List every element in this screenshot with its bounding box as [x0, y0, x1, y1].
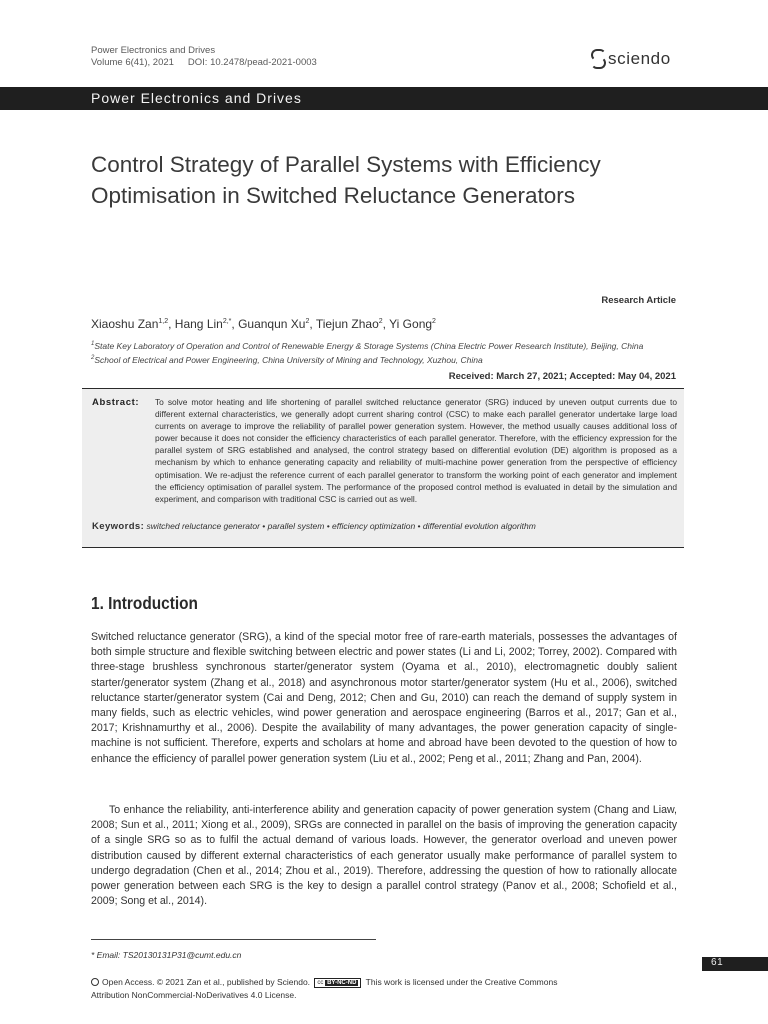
- author[interactable]: Guanqun Xu$^2$: [238, 317, 310, 331]
- logo-text: sciendo: [608, 49, 671, 68]
- abstract-text: To solve motor heating and life shortening of parallel switched reluctance generator (SRG) induced by uneven output currents due to different external characteristics, we generally adopt current sharing control (CSC) to make each parallel generator undertake large load currents on average to improve the reliability of parallel power generation system. However, the method usually causes additional loss of power because it does not consider the efficiency characteristics of each parallel generator. Therefore, with the efficiency expression for the parallel system of SRG established and analysed, the control strategy based on differential evolution (DE) algorithm is proposed as a mechanism by which to enhance generating capacity and reliability of multi-machine power generation from the perspective of efficiency optimisation. We re-adjust the reference current of each parallel generator to transform the working point of each generator and implement the efficiency optimisation of parallel system. The performance of the proposed control method is evaluated in detail by the simulation and experiment, and comparison with traditional CSC is carried out as well.: [155, 397, 677, 504]
- section-heading: 1. Introduction: [91, 593, 198, 613]
- author[interactable]: Xiaoshu Zan$^{1,2}$: [91, 317, 169, 331]
- cc-license-badge[interactable]: cc BY-NC-ND: [314, 978, 361, 988]
- page-number-box: [702, 957, 768, 971]
- journal-volume: Volume 6(41), 2021: [91, 57, 174, 68]
- license-prefix: Open Access. © 2021 Zan et al., published by Sciendo.: [102, 977, 311, 987]
- license-suffix: This work is licensed under the Creative Commons Attribution NonCommercial-NoDerivatives 4.0 License.: [91, 977, 558, 1000]
- journal-meta: [91, 45, 317, 69]
- author-list: Xiaoshu Zan$^{1,2}$, Hang Lin$^{2,*}$, Guanqun Xu$^2$, Tiejun Zhao$^2$, Yi Gong$^2$: [91, 317, 436, 331]
- sciendo-logo-icon: [590, 49, 604, 69]
- body-paragraph: Switched reluctance generator (SRG), a kind of the special motor free of rare-earth materials, possesses the advantages of both simple structure and flexible switching between electric and power states (Li and Li, 2002; Torrey, 2002). Compared with three-stage brushless synchronous starter/generator system (Oyama et al., 2010), electromagnetic doubly salient starter/generator system (Zhang et al., 2018) and asynchronous motor starter/generator system (Hu et al., 2006), switched reluctance starter/generator system (Cai and Deng, 2012; Chen and Gu, 2010) can reach the demand of supply system in many fields, such as electric vehicles, wind power generation and aerospace engineering (Barros et al., 2017; Gan et al., 2017; Krishnamurthy et al., 2006). Despite the availability of many advantages, the power generation capacity of single-machine is not sufficient. Therefore, experts and scholars at home and abroad have been devoted to the question of how to enhance the efficiency of parallel power generation system (Liu et al., 2002; Peng et al., 2011; Zhang and Pan, 2004).: [91, 631, 677, 765]
- abstract-box: [82, 388, 684, 548]
- author[interactable]: Yi Gong$^2$: [389, 317, 436, 331]
- article-title: Control Strategy of Parallel Systems with Efficiency Optimisation in Switched Reluctance Generators: [91, 152, 601, 208]
- doi-link[interactable]: DOI: 10.2478/pead-2021-0003: [187, 57, 317, 68]
- affiliation: $^1$State Key Laboratory of Operation and Control of Renewable Energy & Storage Systems (China Electric Power Research Institute), Beijing, China: [91, 340, 644, 351]
- page-number: 61: [711, 957, 724, 968]
- author[interactable]: Tiejun Zhao$^2$: [315, 317, 383, 331]
- keywords-label: Keywords:: [92, 521, 145, 532]
- footnote-rule: [91, 939, 376, 940]
- affiliations: [91, 338, 643, 366]
- received-dates: Received: March 27, 2021; Accepted: May 04, 2021: [448, 371, 676, 382]
- journal-name: Power Electronics and Drives: [91, 45, 216, 56]
- article-type: Research Article: [601, 295, 676, 306]
- body-paragraph: To enhance the reliability, anti-interference ability and generation capacity of power generation system (Chang and Liaw, 2008; Sun et al., 2011; Xiong et al., 2009), SRGs are connected in parallel on the basis of improving the generation capacity of a single SRG so as to fulfil the actual demand of various loads. However, the generator overload and uneven power distribution caused by different external characteristics of each generator usually make performance of parallel system to undergo degradation (Chen et al., 2014; Zhou et al., 2019). Therefore, addressing the question of how to rationally allocate power generation between each SRG is the key to design a parallel control strategy (Panov et al., 2008; Schofield et al., 2009; Song et al., 2014).: [91, 804, 677, 908]
- keywords: [92, 521, 536, 532]
- keywords-list: switched reluctance generator • parallel system • efficiency optimization • differential evolution algorithm: [146, 521, 536, 531]
- journal-banner-text: Power Electronics and Drives: [91, 90, 302, 106]
- open-access-icon: [91, 978, 99, 986]
- abstract-label: Abstract:: [92, 397, 140, 408]
- affiliation: $^2$School of Electrical and Power Engineering, China University of Mining and Technology, Xuzhou, China: [91, 354, 483, 365]
- sciendo-logo[interactable]: [590, 49, 671, 69]
- license-notice: [91, 976, 561, 1002]
- footnote-email[interactable]: * Email: TS20130131P31@cumt.edu.cn: [91, 950, 242, 960]
- author[interactable]: Hang Lin$^{2,*}$: [174, 317, 232, 331]
- journal-banner: [0, 87, 768, 110]
